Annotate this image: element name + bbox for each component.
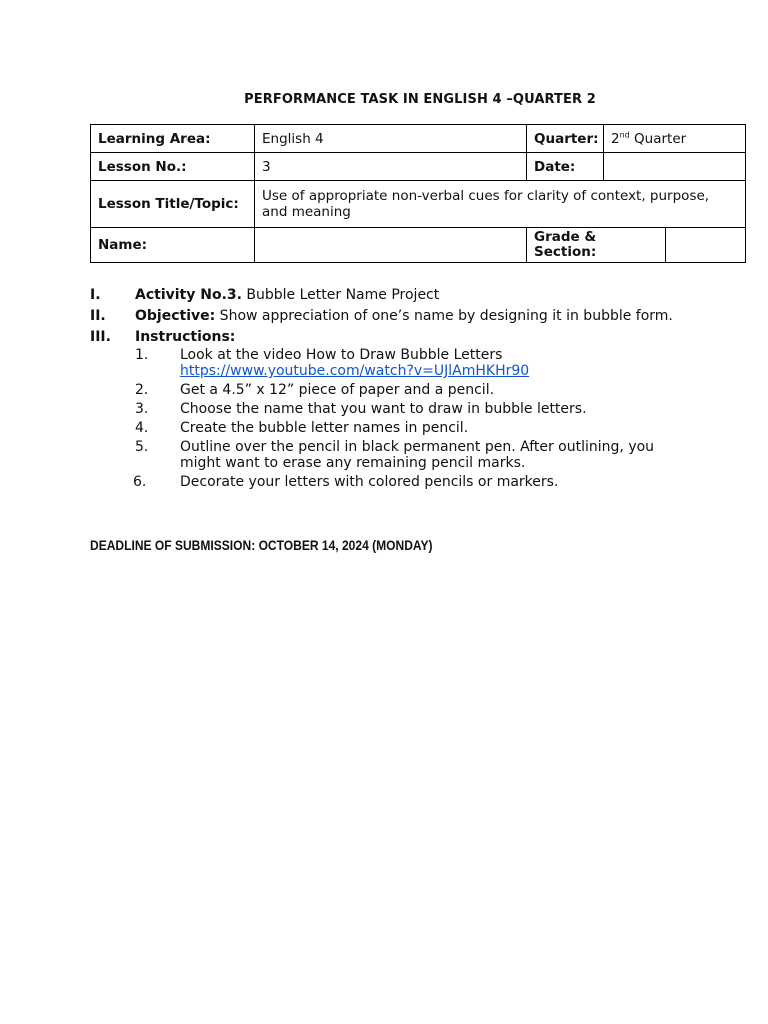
grade-section-field[interactable] [666,228,746,263]
list-item [135,382,695,398]
item-text: Decorate your letters with colored pencils or markers. [180,474,559,490]
quarter-value [604,125,746,153]
list-item [135,401,695,417]
video-link[interactable]: https://www.youtube.com/watch?v=UJlAmHKHr90 [180,363,530,379]
item-number: 4. [135,420,149,436]
quarter-number: 2 [611,130,620,147]
list-item [90,305,730,326]
grade-label: Grade & [534,229,597,245]
quarter-label: Quarter: [527,125,604,153]
section-text: Bubble Letter Name Project [241,286,440,303]
grade-section-label [527,228,666,263]
sections-list [90,284,730,347]
name-label: Name: [91,228,255,263]
item-text: Create the bubble letter names in pencil. [180,420,469,436]
list-item [135,420,695,436]
table-row [91,228,746,263]
list-item [135,474,695,490]
quarter-ordinal: nd [619,130,630,139]
list-item [135,347,695,379]
name-field[interactable] [255,228,527,263]
lesson-title-label: Lesson Title/Topic: [91,181,255,228]
item-number: 2. [135,382,149,398]
item-number: 6. [133,474,147,490]
item-text: Outline over the pencil in black permanent pen. After outlining, you might want to erase any remaining pencil marks. [180,439,655,471]
list-item [135,439,695,471]
section-number: I. [90,286,101,303]
section-text: Show appreciation of one’s name by designing it in bubble form. [215,307,673,324]
deadline-text: DEADLINE OF SUBMISSION: OCTOBER 14, 2024 (MONDAY) [90,537,433,553]
section-label: Instructions: [135,328,236,345]
table-row [91,181,746,228]
section-label: Section: [534,244,597,260]
section-label: Objective: [135,307,216,324]
quarter-word: Quarter [629,130,687,147]
section-number: III. [90,328,111,345]
section-label: Activity No.3. [135,286,242,303]
lesson-no-value: 3 [255,153,527,181]
item-number: 5. [135,439,149,455]
item-text: Get a 4.5” x 12” piece of paper and a pencil. [180,382,495,398]
section-number: II. [90,307,106,324]
instructions-list [135,347,695,493]
info-table [90,124,746,263]
date-field[interactable] [604,153,746,181]
date-label: Date: [527,153,604,181]
item-number: 1. [135,347,149,363]
list-item [90,326,730,347]
lesson-title-value: Use of appropriate non-verbal cues for clarity of context, purpose, and meaning [255,181,746,228]
learning-area-value: English 4 [255,125,527,153]
item-number: 3. [135,401,149,417]
lesson-no-label: Lesson No.: [91,153,255,181]
item-text: Choose the name that you want to draw in bubble letters. [180,401,587,417]
list-item [90,284,730,305]
page-title: PERFORMANCE TASK IN ENGLISH 4 –QUARTER 2 [244,92,596,107]
item-text: Look at the video How to Draw Bubble Letters [180,347,503,363]
learning-area-label: Learning Area: [91,125,255,153]
table-row [91,153,746,181]
table-row [91,125,746,153]
